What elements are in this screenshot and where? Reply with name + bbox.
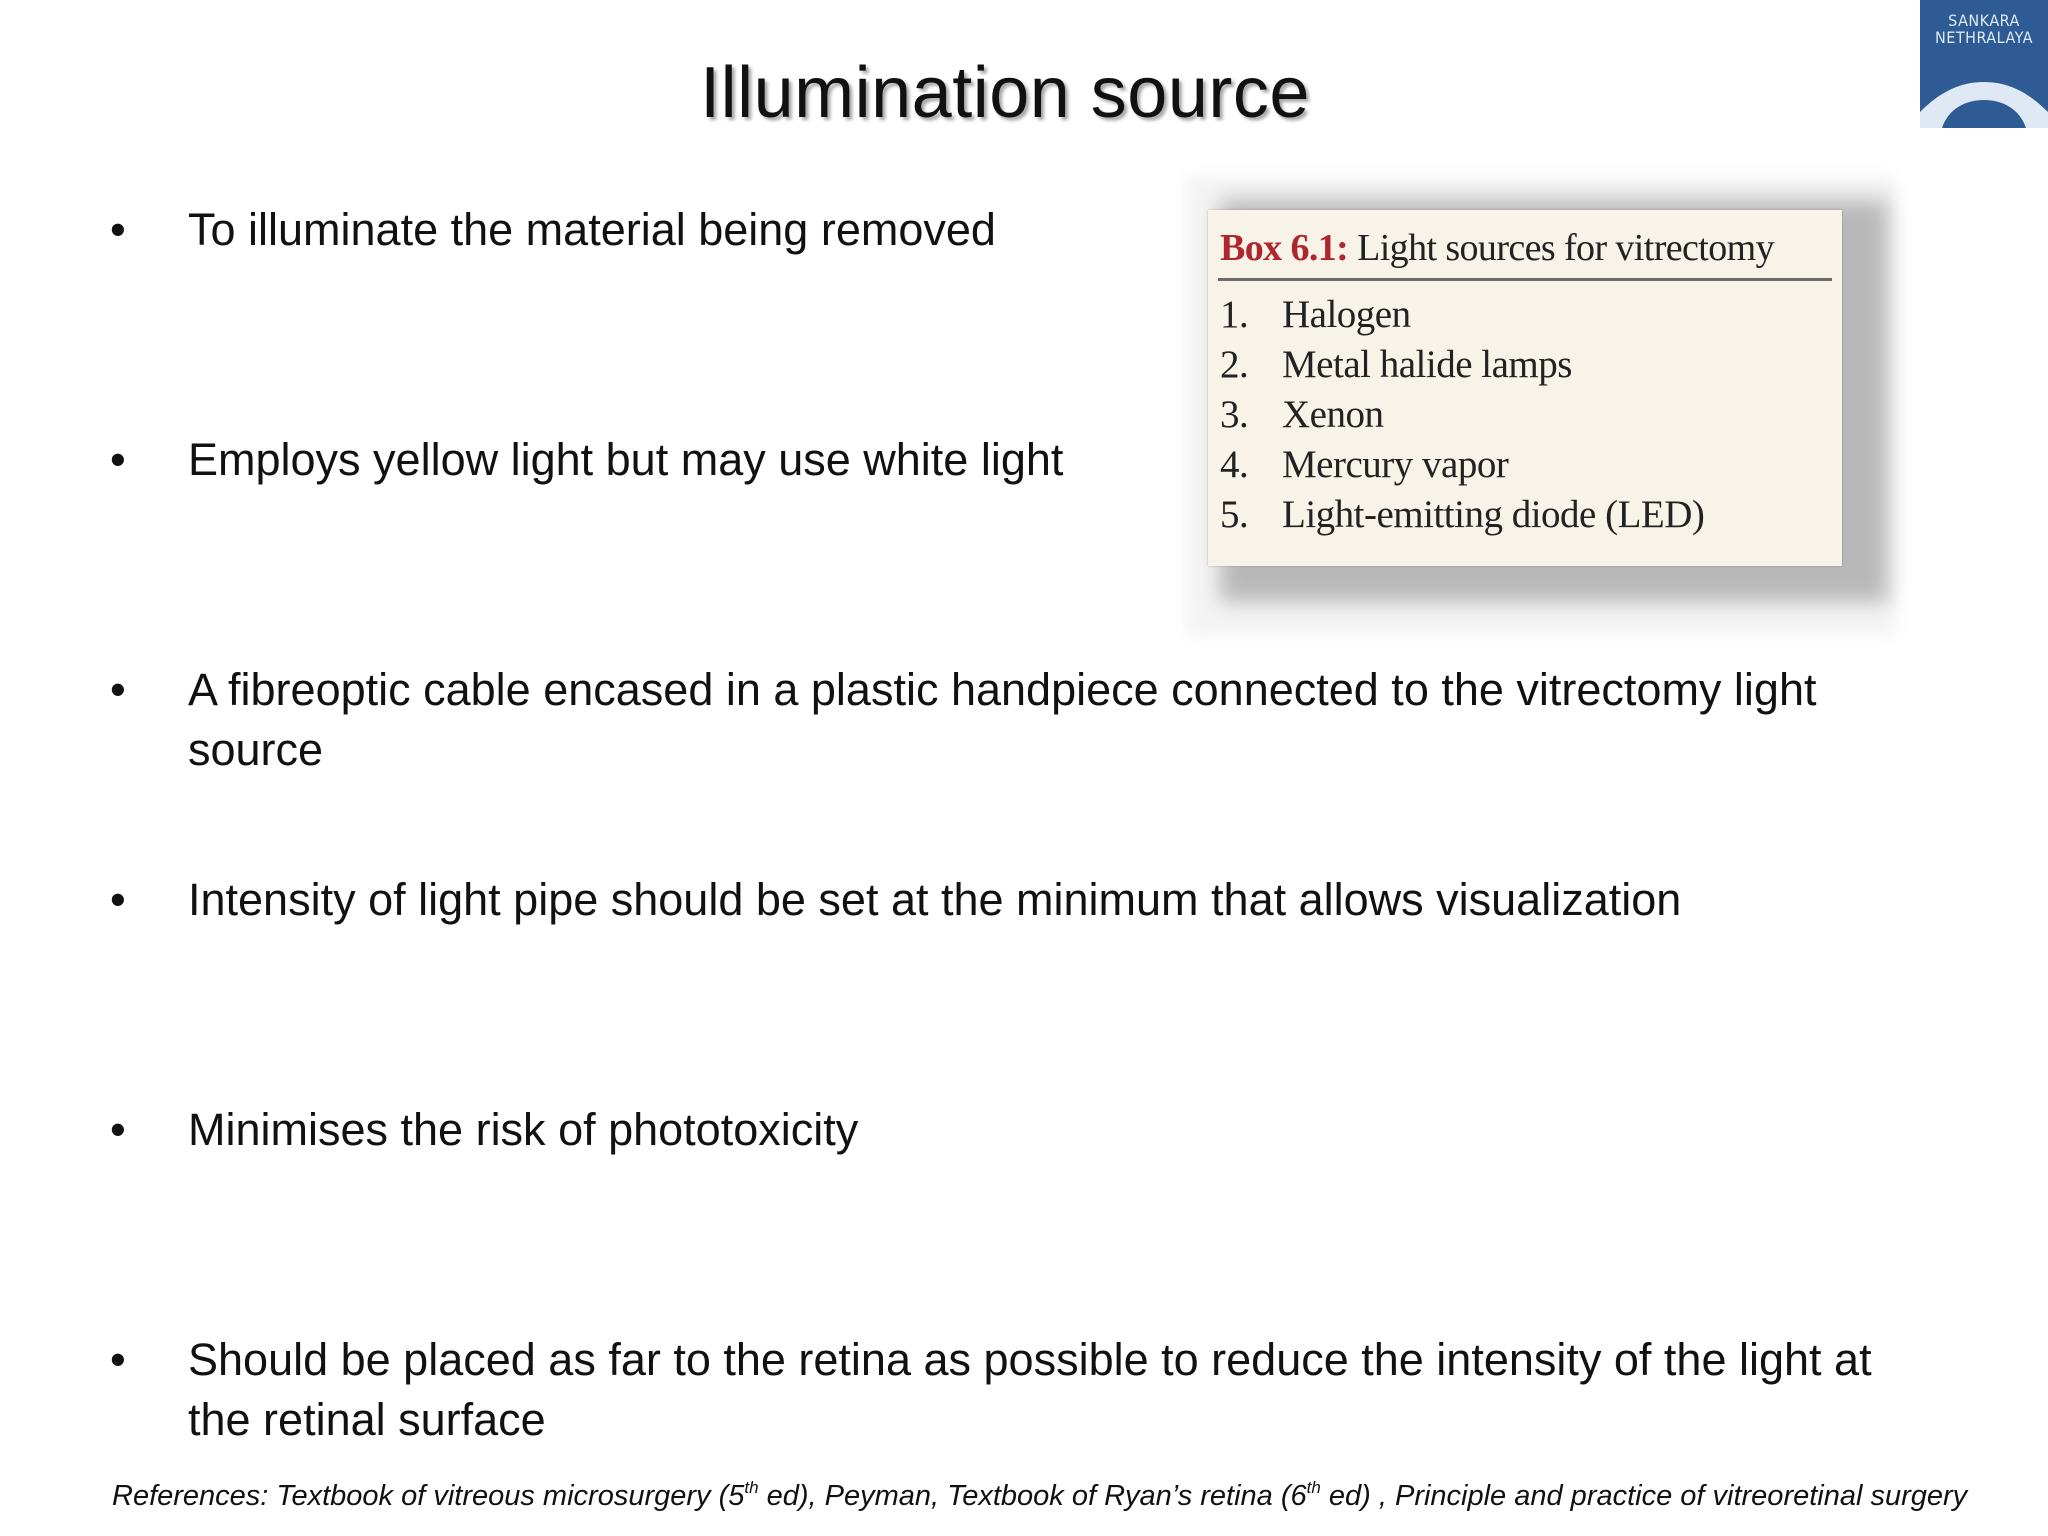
bullet-symbol: •: [110, 434, 126, 485]
slide-title: Illumination source: [700, 53, 1310, 133]
bullet-text: Intensity of light pipe should be set at the minimum that allows visualization: [188, 874, 1682, 925]
bullet-text-line-1: A fibreoptic cable encased in a plastic handpiece connected to the vitrectomy light: [188, 664, 1817, 715]
box-list-item: [1220, 390, 1704, 440]
bullet-text: To illuminate the material being removed: [188, 204, 996, 255]
references-part: References: Textbook of vitreous microsurgery (5: [112, 1480, 745, 1512]
references-part: ed), Peyman, Textbook of Ryan’s retina (6: [758, 1480, 1307, 1512]
box-item-text: Mercury vapor: [1282, 443, 1509, 486]
box-title: Light sources for vitrectomy: [1357, 227, 1775, 269]
box-item-number: 3.: [1220, 393, 1249, 436]
box-item-number: 4.: [1220, 443, 1249, 486]
box-heading: [1220, 226, 1774, 270]
box-item-text: Metal halide lamps: [1282, 343, 1572, 386]
box-list-item: [1220, 440, 1704, 490]
box-item-text: Light-emitting diode (LED): [1282, 493, 1705, 536]
bullet-text-line-2: the retinal surface: [188, 1394, 546, 1445]
references-superscript: th: [744, 1478, 759, 1497]
bullet-symbol: •: [110, 204, 126, 255]
bullet-symbol: •: [110, 874, 126, 925]
bullet-symbol: •: [110, 664, 126, 715]
box-item-text: Xenon: [1282, 393, 1384, 436]
box-item-number: 1.: [1220, 293, 1249, 336]
bullet-text-line-1: Should be placed as far to the retina as possible to reduce the intensity of the light at: [188, 1334, 1872, 1385]
bullet-symbol: •: [110, 1104, 126, 1155]
bullet-symbol: •: [110, 1334, 126, 1385]
bullet-text-line-2: source: [188, 724, 324, 775]
bullet-text: Minimises the risk of phototoxicity: [188, 1104, 859, 1155]
box-divider: [1218, 278, 1832, 281]
box-list: [1220, 290, 1704, 540]
light-sources-box-image: [1208, 210, 1842, 566]
box-list-item: [1220, 340, 1704, 390]
box-list-item: [1220, 490, 1704, 540]
references-superscript: th: [1306, 1478, 1321, 1497]
references-footer: [112, 1480, 1967, 1513]
box-item-text: Halogen: [1282, 293, 1411, 336]
references-part: ed) , Principle and practice of vitreoretinal surgery: [1320, 1480, 1968, 1512]
logo-text: SANKARA NETHRALAYA: [1934, 11, 2034, 47]
box-item-number: 5.: [1220, 493, 1249, 536]
bullet-text: Employs yellow light but may use white light: [188, 434, 1064, 485]
box-list-item: [1220, 290, 1704, 340]
box-item-number: 2.: [1220, 343, 1249, 386]
box-label: Box 6.1:: [1220, 227, 1349, 269]
